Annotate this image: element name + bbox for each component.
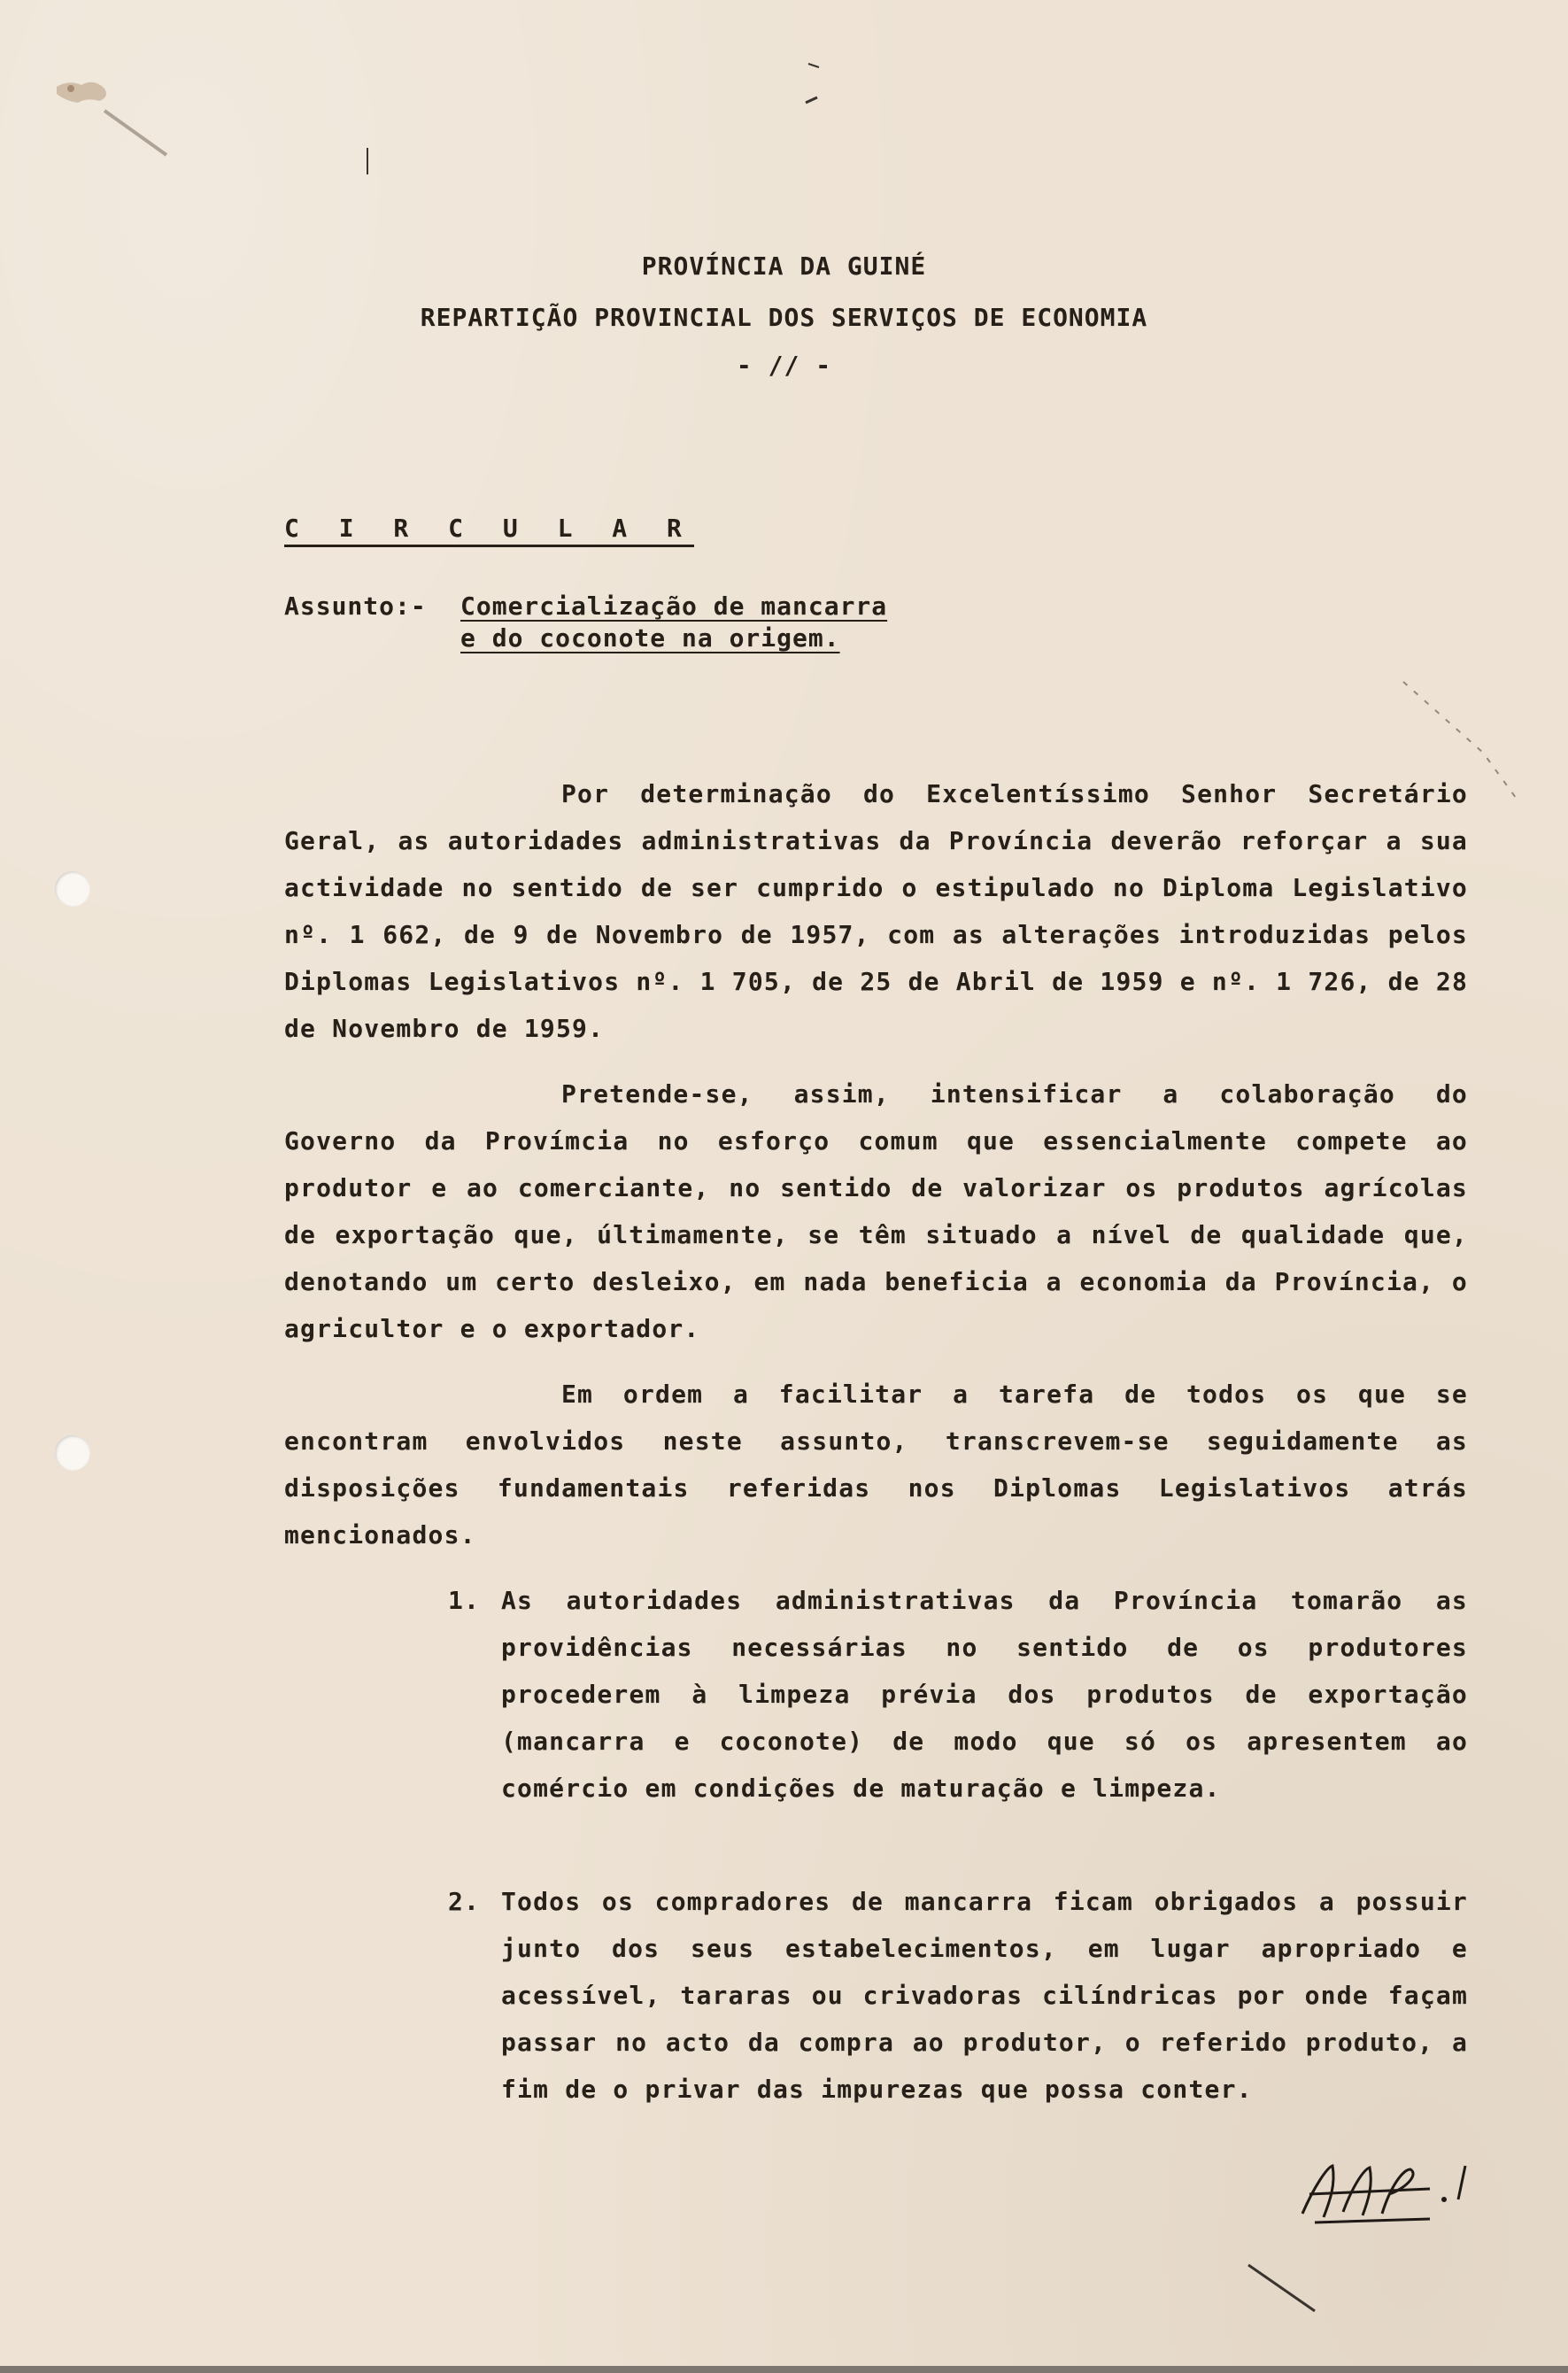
signature-initials	[1297, 2159, 1483, 2230]
circular-title: C I R C U L A R	[284, 514, 694, 547]
paragraph-1: Por determinação do Excelentíssimo Senhor Secretário Geral, as autoridades administrativas da Província deverão reforçar a sua actividade no sentido de ser cumprido o estipulado no Diploma Legislativo nº. 1 662, de 9 de Novembro de 1957, com as alterações introduzidas pelos Diplomas Legislativos nº. 1 705, de 25 de Abril de 1959 e nº. 1 726, de 28 de Novembro de 1959.	[284, 779, 1468, 1043]
punch-hole-top	[55, 871, 90, 907]
subject-label: Assunto:-	[284, 591, 427, 621]
list-item-2	[448, 1878, 1468, 2113]
ink-mark	[801, 53, 854, 115]
list-item-text: As autoridades administrativas da Província tomarão as providências necessárias no sentido de os produtores procederem à limpeza prévia dos produtos de exportação (mancarra e coconote) de modo que só os apresentem ao comércio em condições de maturação e limpeza.	[501, 1586, 1468, 1803]
province-heading: PROVÍNCIA DA GUINÉ	[641, 251, 927, 281]
rust-mark	[51, 71, 184, 168]
list-item-number: 1.	[448, 1586, 481, 1615]
subject-line-2: e do coconote na origem.	[460, 623, 840, 653]
list-item-number: 2.	[448, 1887, 481, 1916]
department-heading: REPARTIÇÃO PROVINCIAL DOS SERVIÇOS DE ECONOMIA	[420, 303, 1148, 332]
paragraph-2: Pretende-se, assim, intensificar a colaboração do Governo da Provímcia no esforço comum que essencialmente compete ao produtor e ao comerciante, no sentido de valorizar os produtos agrícolas de exportação que, últimamente, se têm situado a nível de qualidade que, denotando um certo desleixo, em nada beneficia a economia da Província, o agricultor e o exportador.	[284, 1079, 1468, 1343]
paragraph-3: Em ordem a facilitar a tarefa de todos os que se encontram envolvidos neste assunto, transcrevem-se seguidamente as disposições fundamentais referidas nos Diplomas Legislativos atrás mencionados.	[284, 1380, 1468, 1550]
heading-separator: - // -	[736, 351, 832, 380]
ink-mark	[1240, 2258, 1328, 2320]
subject-line-1: Comercialização de mancarra	[460, 591, 888, 621]
list-item-text: Todos os compradores de mancarra ficam obrigados a possuir junto dos seus estabelecimentos, em lugar apropriado e acessível, tararas ou crivadoras cilíndricas por onde façam passar no acto da compra ao produtor, o referido produto, a fim de o privar das impurezas que possa conter.	[501, 1887, 1468, 2104]
ink-mark	[359, 146, 376, 182]
punch-hole-bottom	[55, 1435, 90, 1471]
list-item-1	[448, 1577, 1468, 1812]
